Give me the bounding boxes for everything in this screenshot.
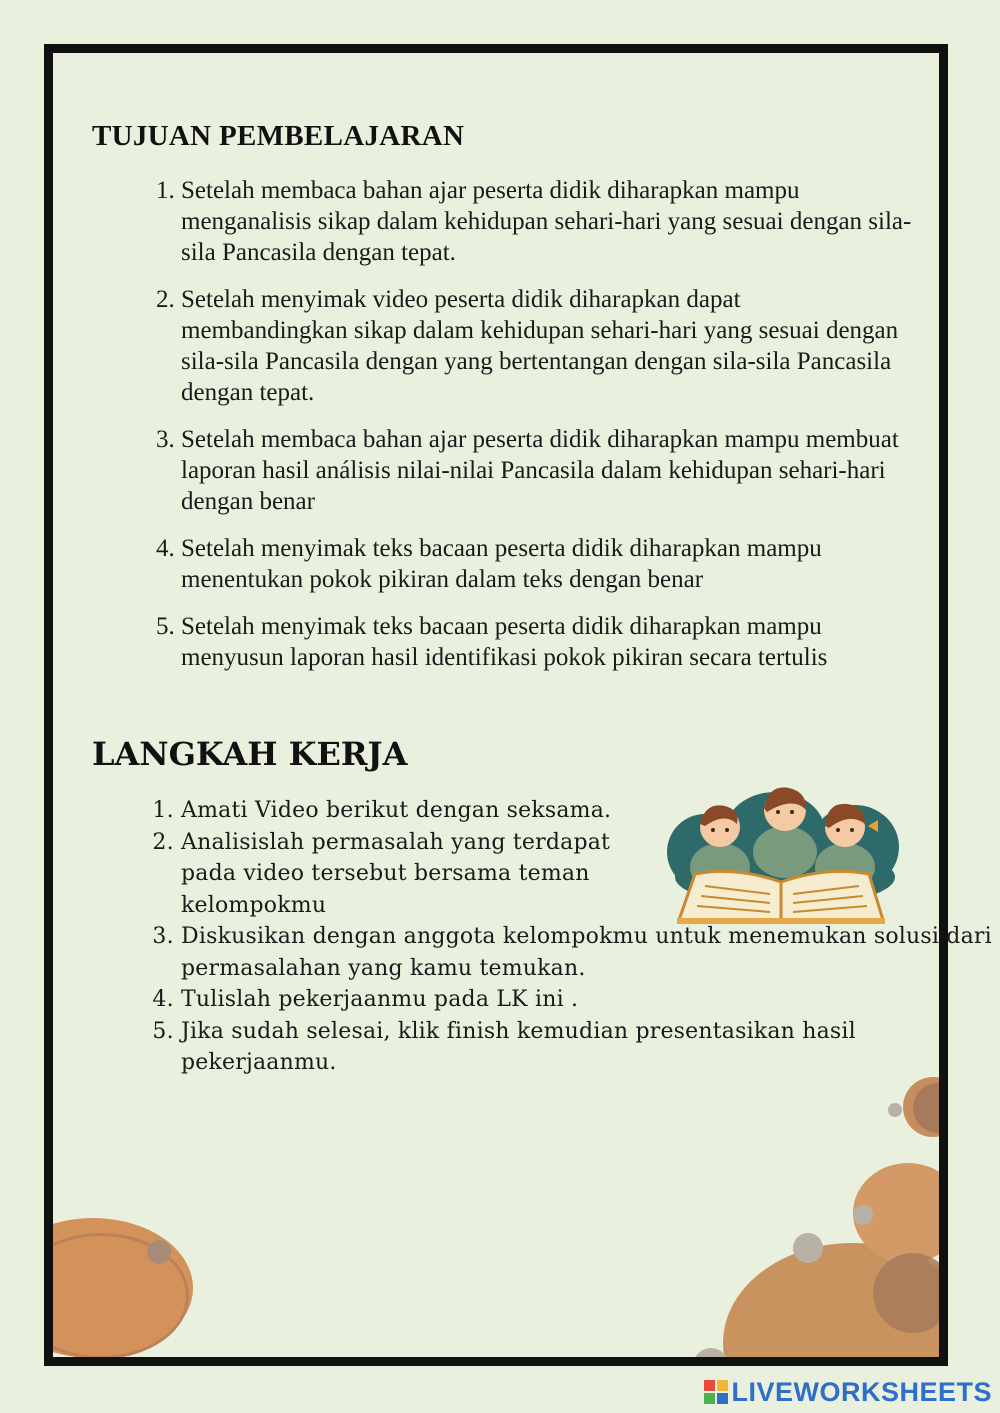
goal-item: 4. Setelah menyimak teks bacaan peserta didik diharapkan mampu menentukan pokok pikiran dalam teks dengan benar — [181, 533, 912, 595]
step-item: 4. Tulislah pekerjaanmu pada LK ini . — [181, 984, 1000, 1016]
watermark-text: LIVEWORKSHEETS — [731, 1376, 992, 1407]
step-item: 5. Jika sudah selesai, klik finish kemudian presentasikan hasil pekerjaanmu. — [181, 1016, 1000, 1079]
step-item: 1. Amati Video berikut dengan seksama. — [181, 795, 629, 827]
step-item: 3. Diskusikan dengan anggota kelompokmu untuk menemukan solusi dari permasalahan yang kamu temukan. — [181, 921, 1000, 984]
step-item: 2. Analisislah permasalah yang terdapat pada video tersebut bersama teman kelompokmu — [181, 827, 629, 922]
decorative-blob — [793, 1233, 823, 1263]
steps-title: LANGKAH KERJA — [92, 735, 408, 773]
children-reading-book-icon — [665, 782, 901, 924]
goal-item: 3. Setelah membaca bahan ajar peserta didik diharapkan mampu membuat laporan hasil análisis nilai-nilai Pancasila dalam kehidupan sehari-hari dengan benar — [181, 424, 912, 517]
decorative-blob — [147, 1240, 171, 1264]
decorative-blob — [853, 1205, 873, 1225]
goals-list — [92, 175, 912, 673]
watermark — [703, 1375, 992, 1409]
goal-item: 1. Setelah membaca bahan ajar peserta didik diharapkan mampu menganalisis sikap dalam kehidupan sehari-hari yang sesuai dengan sila-sila Pancasila dengan tepat. — [181, 175, 912, 268]
liveworksheets-logo-icon — [703, 1379, 729, 1405]
decorative-blob — [873, 1253, 948, 1333]
decorative-blob — [888, 1103, 902, 1117]
goals-section — [92, 120, 912, 689]
goals-title: TUJUAN PEMBELAJARAN — [92, 120, 465, 152]
goal-item: 2. Setelah menyimak video peserta didik diharapkan dapat membandingkan sikap dalam kehidupan sehari-hari yang sesuai dengan sila-sila Pancasila dengan yang bertentangan dengan sila-sila Pancasila dengan tepat. — [181, 284, 912, 408]
goal-item: 5. Setelah menyimak teks bacaan peserta didik diharapkan mampu menyusun laporan hasil identifikasi pokok pikiran secara tertulis — [181, 611, 912, 673]
